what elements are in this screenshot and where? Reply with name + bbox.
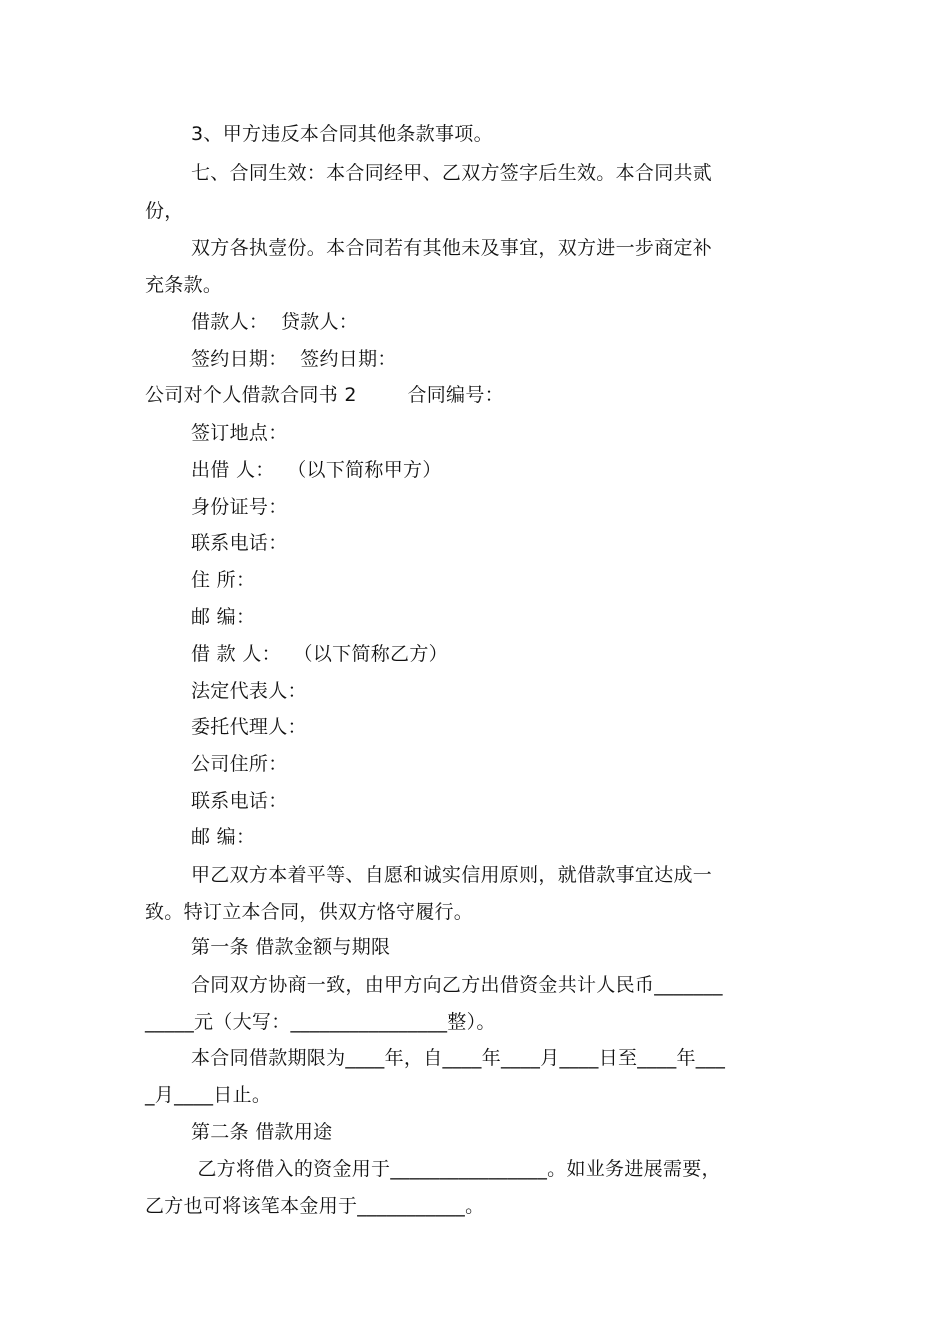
signature-dates: 签约日期： 签约日期： [191,348,397,370]
loan-purpose-continuation: 乙方也可将该笔本金用于___________。 [145,1195,485,1217]
preamble-continuation: 致。特订立本合同，供双方恪守履行。 [145,901,474,923]
legal-rep-field: 法定代表人： [191,680,307,702]
copies-text: 双方各执壹份。本合同若有其他未及事宜，双方进一步商定补 [191,237,713,259]
signing-place: 签订地点： [191,422,288,444]
loan-amount-continuation: _____元（大写：________________整）。 [145,1011,496,1033]
postcode-field: 邮 编： [191,606,256,628]
phone-field: 联系电话： [191,532,288,554]
borrower-field: 借 款 人： （以下简称乙方） [191,643,448,665]
signature-parties: 借款人： 贷款人： [191,311,359,333]
company-phone-field: 联系电话： [191,790,288,812]
section-7-continuation: 份， [145,200,184,222]
section-7-effectiveness: 七、合同生效：本合同经甲、乙双方签字后生效。本合同共贰 [191,162,713,184]
loan-term-text: 本合同借款期限为____年，自____年____月____日至____年___ [191,1047,726,1069]
agent-field: 委托代理人： [191,716,307,738]
copies-continuation: 充条款。 [145,274,223,296]
lender-field: 出借 人： （以下简称甲方） [191,459,442,481]
loan-term-continuation: _月____日止。 [145,1084,272,1106]
company-postcode-field: 邮 编： [191,826,256,848]
article-2-heading: 第二条 借款用途 [191,1121,333,1143]
contract-title: 公司对个人借款合同书 2 合同编号： [145,384,504,406]
address-field: 住 所： [191,569,256,591]
clause-3-text: 3、甲方违反本合同其他条款事项。 [191,123,493,145]
preamble-text: 甲乙双方本着平等、自愿和诚实信用原则，就借款事宜达成一 [191,864,713,886]
loan-purpose-text: 乙方将借入的资金用于________________。如业务进展需要， [191,1158,721,1180]
id-number-field: 身份证号： [191,496,288,518]
article-1-heading: 第一条 借款金额与期限 [191,936,391,958]
company-address-field: 公司住所： [191,753,288,775]
loan-amount-text: 合同双方协商一致，由甲方向乙方出借资金共计人民币_______ [191,974,723,996]
